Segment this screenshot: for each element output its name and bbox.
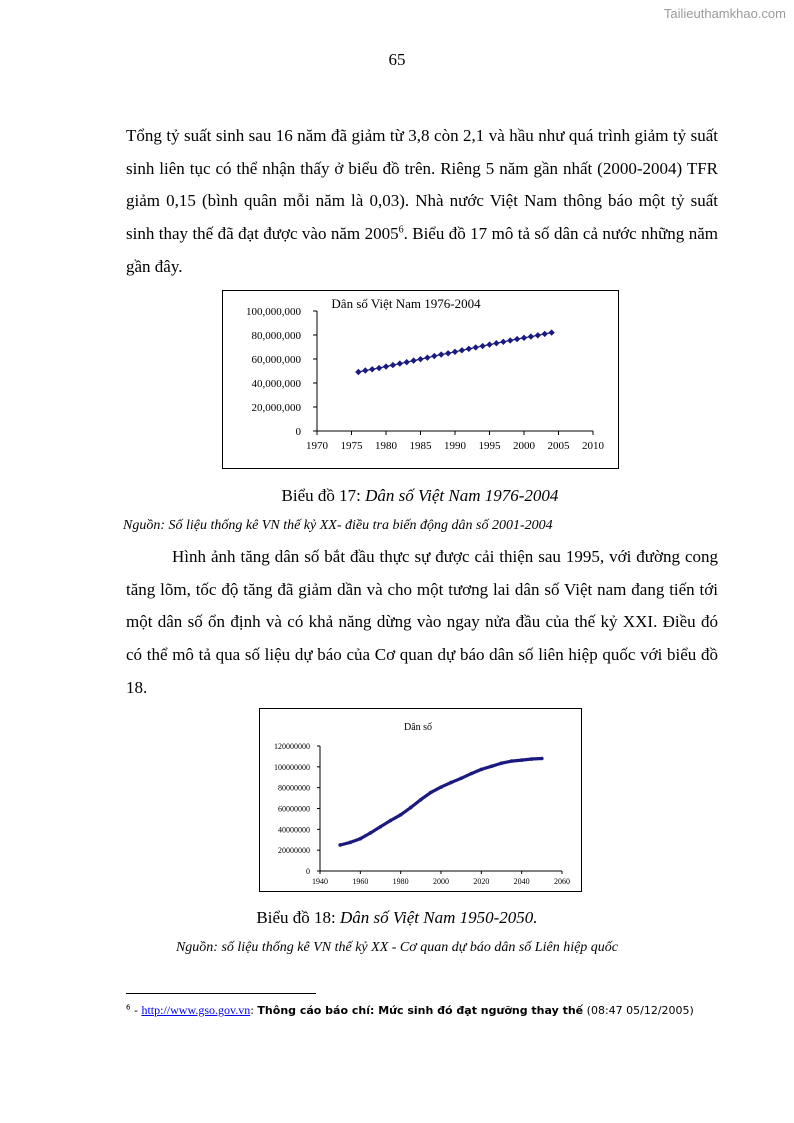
chart-18-x-tick-label: 2060 <box>554 877 570 886</box>
footnote <box>126 1003 694 1018</box>
chart-18-data-point <box>409 806 413 810</box>
chart-17-data-point <box>362 367 368 373</box>
footnote-link[interactable]: http://www.gso.gov.vn <box>141 1003 251 1017</box>
chart-18-data-point <box>389 819 393 823</box>
figure-18-caption-title: Dân số Việt Nam 1950-2050. <box>340 908 538 927</box>
chart-18-data-point <box>379 825 383 829</box>
paragraph-1-text: Tổng tỷ suất sinh sau 16 năm đã giảm từ 3,8 còn 2,1 và hầu như quá trình giảm tỷ suất sinh liên tục có thể nhận thấy ở biểu đồ trên. Riêng 5 năm gần nhất (2000-2004) TFR giảm 0,15 (bình quân mỗi năm là 0,03). Nhà nước Việt Nam thông báo một tỷ suất sinh thay thế đã đạt được vào năm 2005 <box>126 126 718 244</box>
chart-17-data-point <box>355 369 361 375</box>
chart-18-data-point <box>439 785 443 789</box>
chart-18-x-tick-label: 2020 <box>473 877 490 886</box>
footnote-number: 6 <box>126 1003 131 1012</box>
figure-17-source: Nguồn: Số liệu thống kê VN thế kỷ XX- điều tra biến động dân số 2001-2004 <box>123 518 553 533</box>
chart-17-data-point <box>390 362 396 368</box>
chart-18-data-point <box>540 757 544 761</box>
chart-18-data-point <box>369 831 373 835</box>
chart-18-data-point <box>459 776 463 780</box>
chart-17-y-tick-label: 60,000,000 <box>251 354 301 366</box>
chart-18-data-point <box>348 841 352 845</box>
figure-18-caption-prefix: Biểu đồ 18: <box>256 908 341 927</box>
chart-18-x-tick-label: 1980 <box>392 877 409 886</box>
chart-18-x-tick-label: 1960 <box>352 877 369 886</box>
chart-17-x-tick-label: 1990 <box>444 440 466 452</box>
chart-18-y-tick-label: 20000000 <box>278 846 310 856</box>
chart-17-data-point <box>452 349 458 355</box>
chart-17-x-tick-label: 2000 <box>513 440 535 452</box>
chart-17-data-point <box>521 335 527 341</box>
page-number: 65 <box>388 50 406 69</box>
chart-18-data-point <box>530 757 534 761</box>
chart-18-y-tick-label: 60000000 <box>278 804 310 814</box>
chart-18-data-point <box>419 798 423 802</box>
chart-17-data-point <box>466 346 472 352</box>
chart-18-y-tick-label: 100000000 <box>274 762 310 772</box>
paragraph-2: Hình ảnh tăng dân số bắt đầu thực sự được cải thiện sau 1995, với đường cong tăng lõm, tốc độ tăng đã giảm dần và cho một tương lai dân số Việt nam đang tiến tới một dân số ổn định và có khả năng dừng vào ngay nửa đầu của thế kỷ XXI. Điều đó có thể mô tả qua số liệu dự báo của Cơ quan dự báo dân số liên hiệp quốc với biểu đồ 18. <box>126 547 718 697</box>
chart-18-title: Dân số <box>403 722 433 733</box>
chart-17-data-point <box>479 343 485 349</box>
footnote-colon: : <box>250 1004 258 1017</box>
chart-17-y-tick-label: 80,000,000 <box>251 330 301 342</box>
chart-17-data-point <box>493 340 499 346</box>
chart-17-data-point <box>438 351 444 357</box>
chart-17-data-point <box>369 366 375 372</box>
chart-17-x-tick-label: 1995 <box>478 440 501 452</box>
chart-17-data-point <box>383 363 389 369</box>
chart-17-data-point <box>528 333 534 339</box>
chart-17-x-tick-label: 2005 <box>547 440 570 452</box>
chart-18-data-point <box>480 768 484 772</box>
figure-18-caption <box>0 908 794 928</box>
chart-18-data-point <box>338 843 342 847</box>
chart-17-data-point <box>417 356 423 362</box>
chart-17-data-point <box>535 332 541 338</box>
watermark: Tailieuthamkhao.com <box>663 6 786 21</box>
chart-18-data-point <box>449 781 453 785</box>
chart-17-x-tick-label: 1975 <box>340 440 363 452</box>
chart-17-data-point <box>431 353 437 359</box>
footnote-dash: - <box>130 1004 142 1017</box>
chart-18-y-tick-label: 0 <box>306 867 310 876</box>
chart-17-title: Dân số Việt Nam 1976-2004 <box>331 296 481 311</box>
chart-18-data-point <box>429 791 433 795</box>
chart-18-y-tick-label: 40000000 <box>278 825 310 835</box>
chart-17-data-point <box>486 341 492 347</box>
paragraph-1-text-after: . Biểu đồ 17 mô tả số dân cả nước những năm gần đây. <box>126 224 718 276</box>
chart-17-svg <box>223 291 618 468</box>
chart-18-data-point <box>399 813 403 817</box>
chart-17-y-tick-label: 40,000,000 <box>251 378 301 390</box>
chart-17-data-point <box>459 347 465 353</box>
chart-18 <box>259 708 582 892</box>
chart-18-data-point <box>469 772 473 776</box>
footnote-timestamp: (08:47 05/12/2005) <box>583 1004 694 1017</box>
footnote-divider <box>126 993 316 994</box>
chart-18-y-tick-label: 80000000 <box>278 783 310 793</box>
chart-17-y-tick-label: 20,000,000 <box>251 402 301 414</box>
chart-17-data-point <box>514 336 520 342</box>
chart-17-data-point <box>404 359 410 365</box>
chart-17-x-tick-label: 1980 <box>375 440 397 452</box>
chart-17-data-point <box>473 344 479 350</box>
chart-17-y-tick-label: 100,000,000 <box>246 306 301 318</box>
paragraph-1 <box>126 120 718 284</box>
figure-17-caption-title: Dân số Việt Nam 1976-2004 <box>365 486 559 505</box>
chart-18-data-point <box>490 765 494 769</box>
chart-18-data-point <box>500 761 504 765</box>
chart-17-data-point <box>376 365 382 371</box>
chart-17-x-tick-label: 1970 <box>306 440 328 452</box>
footnote-reference[interactable]: 6 <box>398 224 404 236</box>
chart-17 <box>222 290 619 469</box>
chart-17-y-tick-label: 0 <box>295 426 301 438</box>
chart-17-data-point <box>397 360 403 366</box>
footnote-title: Thông cáo báo chí: Mức sinh đó đạt ngưỡng thay thế <box>257 1004 584 1017</box>
chart-17-data-point <box>445 350 451 356</box>
chart-17-data-point <box>548 329 554 335</box>
chart-18-x-tick-label: 1940 <box>312 877 328 886</box>
chart-17-data-point <box>500 339 506 345</box>
figure-18-source: Nguồn: số liệu thống kê VN thế kỷ XX - Cơ quan dự báo dân số Liên hiệp quốc <box>175 940 619 955</box>
chart-17-x-tick-label: 2010 <box>582 440 604 452</box>
chart-18-data-point <box>359 837 363 841</box>
figure-17-caption <box>23 486 794 506</box>
chart-18-x-tick-label: 2040 <box>513 877 530 886</box>
chart-17-x-tick-label: 1985 <box>409 440 432 452</box>
chart-18-y-tick-label: 120000000 <box>274 742 310 751</box>
chart-18-svg <box>260 709 581 891</box>
chart-17-data-point <box>410 357 416 363</box>
chart-17-data-point <box>507 337 513 343</box>
chart-18-x-tick-label: 2000 <box>433 877 449 886</box>
figure-17-caption-prefix: Biểu đồ 17: <box>281 486 366 505</box>
chart-18-data-point <box>520 758 524 762</box>
chart-17-data-point <box>542 331 548 337</box>
chart-17-data-point <box>424 354 430 360</box>
chart-18-data-point <box>510 759 514 763</box>
